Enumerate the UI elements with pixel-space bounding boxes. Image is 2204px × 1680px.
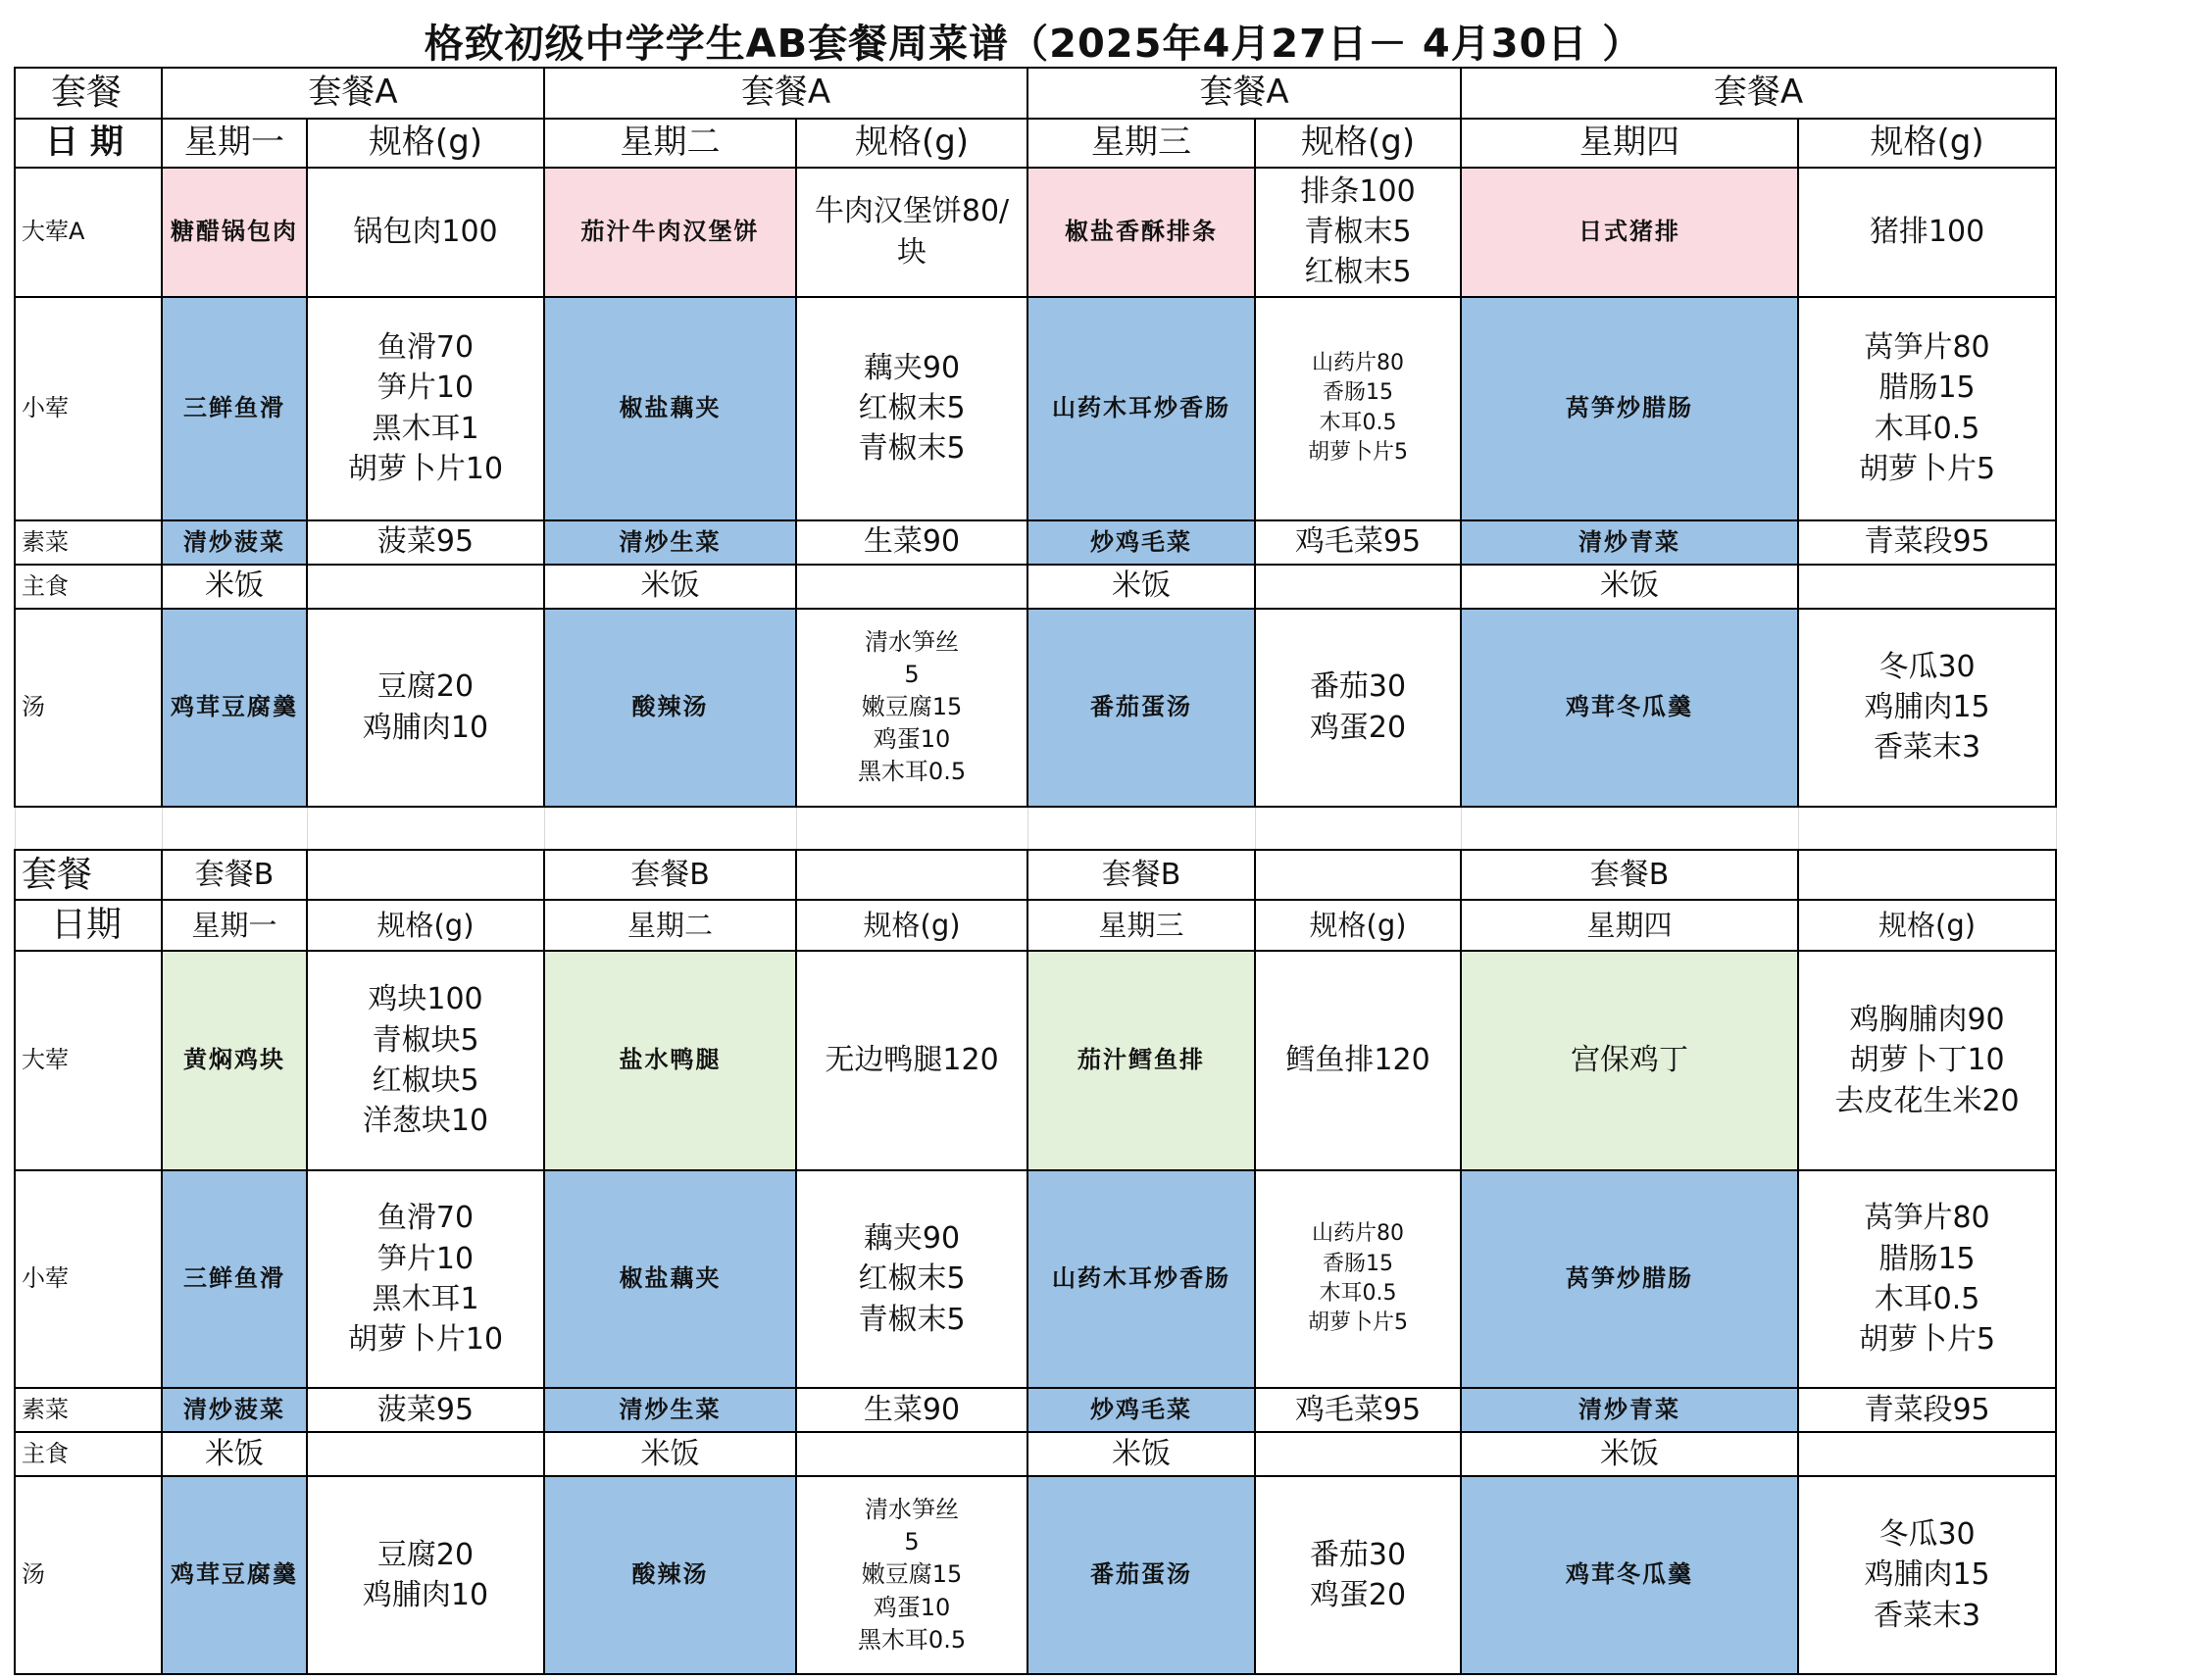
block-a-day-row <box>15 119 2056 168</box>
spec-cell <box>1255 297 1461 520</box>
row-label: 小荤 <box>15 297 162 520</box>
block_b-row-3 <box>15 1388 2056 1432</box>
spec-line: 胡萝卜片10 <box>347 452 504 487</box>
block-b-package-row <box>15 850 2056 901</box>
spec-line: 嫩豆腐15 <box>861 1560 963 1589</box>
row-label: 小荤 <box>15 1170 162 1388</box>
dish-cell: 宫保鸡丁 <box>1461 951 1798 1170</box>
spec-line: 木耳0.5 <box>1874 411 1980 446</box>
spacer-cell <box>1255 807 1461 850</box>
spec-line: 青椒末5 <box>858 431 966 467</box>
row-label: 汤 <box>15 1476 162 1674</box>
dish-cell: 莴笋炒腊肠 <box>1461 297 1798 520</box>
spec-cell <box>1798 565 2056 609</box>
spec-line: 青椒块5 <box>372 1022 479 1058</box>
spec-line: 鸡蛋20 <box>1309 1578 1407 1613</box>
row-label: 素菜 <box>15 520 162 565</box>
spec-header-b-1: 规格(g) <box>307 900 544 951</box>
dish-cell: 米饭 <box>1461 565 1798 609</box>
spec-line: 排条100 <box>1300 173 1416 209</box>
package-b-header-1: 套餐B <box>162 850 307 901</box>
spec-header-b-3: 规格(g) <box>1255 900 1461 951</box>
dish-cell: 黄焖鸡块 <box>162 951 307 1170</box>
spacer-cell <box>1461 807 1798 850</box>
spec-line: 生菜90 <box>863 524 961 560</box>
dish-cell: 清炒生菜 <box>544 1388 796 1432</box>
day-header-a-4: 星期四 <box>1461 119 1798 168</box>
block_a-row-3 <box>15 520 2056 565</box>
spec-line: 腊肠15 <box>1878 1241 1976 1276</box>
spec-line: 莴笋片80 <box>1864 1201 1990 1236</box>
spec-line: 鸡脯肉10 <box>362 1578 489 1613</box>
row-label: 素菜 <box>15 1388 162 1432</box>
spec-cell <box>307 1170 544 1388</box>
dish-cell: 鸡茸豆腐羹 <box>162 1476 307 1674</box>
spec-line: 无边鸭腿120 <box>825 1043 999 1078</box>
dish-cell: 三鲜鱼滑 <box>162 297 307 520</box>
spec-cell <box>307 520 544 565</box>
spec-line: 鸡毛菜95 <box>1294 1392 1422 1427</box>
dish-cell: 椒盐藕夹 <box>544 1170 796 1388</box>
spec-line: 山药片80 <box>1312 1221 1405 1247</box>
dish-cell: 炒鸡毛菜 <box>1027 520 1255 565</box>
spec-line: 冬瓜30 <box>1878 1516 1976 1552</box>
spacer-cell <box>1798 807 2056 850</box>
dish-cell: 莴笋炒腊肠 <box>1461 1170 1798 1388</box>
spec-cell <box>1255 520 1461 565</box>
spec-line: 红椒末5 <box>858 1261 966 1297</box>
spec-line: 豆腐20 <box>376 669 475 705</box>
spec-cell <box>796 951 1027 1170</box>
dish-cell: 米饭 <box>544 1432 796 1476</box>
spec-line: 嫩豆腐15 <box>861 693 963 721</box>
dish-cell: 日式猪排 <box>1461 168 1798 297</box>
spec-cell <box>796 1432 1027 1476</box>
dish-cell: 清炒菠菜 <box>162 1388 307 1432</box>
spec-cell <box>1798 297 2056 520</box>
spacer-cell <box>544 807 796 850</box>
dish-cell: 酸辣汤 <box>544 1476 796 1674</box>
spec-line: 青菜段95 <box>1864 524 1990 560</box>
block-a-package-row <box>15 68 2056 119</box>
spec-line: 清水笋丝 <box>865 627 960 656</box>
spec-cell <box>307 1388 544 1432</box>
spec-line: 鱼滑70 <box>376 1201 475 1236</box>
spec-line: 鱼滑70 <box>376 329 475 365</box>
package-a-header-3: 套餐A <box>1027 68 1461 119</box>
block-b-day-row <box>15 900 2056 951</box>
row-label: 大荤 <box>15 951 162 1170</box>
dish-cell: 米饭 <box>162 1432 307 1476</box>
spec-line: 5 <box>904 1528 920 1556</box>
block_a-row-4 <box>15 565 2056 609</box>
dish-cell: 米饭 <box>544 565 796 609</box>
spec-cell <box>1255 1476 1461 1674</box>
spec-line: 洋葱块10 <box>362 1104 489 1139</box>
spec-cell <box>307 951 544 1170</box>
spec-line: 红椒末5 <box>1304 255 1412 290</box>
day-header-b-2: 星期二 <box>544 900 796 951</box>
spec-line: 鸡块100 <box>368 982 483 1017</box>
spec-cell <box>307 609 544 807</box>
day-header-a-3: 星期三 <box>1027 119 1255 168</box>
block_b-row-1 <box>15 951 2056 1170</box>
spec-cell <box>1255 1388 1461 1432</box>
dish-cell: 山药木耳炒香肠 <box>1027 1170 1255 1388</box>
dish-cell: 糖醋锅包肉 <box>162 168 307 297</box>
package-b-empty <box>307 850 544 901</box>
spec-cell <box>1255 1170 1461 1388</box>
spec-cell <box>1255 1432 1461 1476</box>
page-title: 格致初级中学学生AB套餐周菜谱（2025年4月27日－ 4月30日 ） <box>424 21 1643 67</box>
spec-line: 红椒末5 <box>858 390 966 425</box>
spec-cell <box>1798 1432 2056 1476</box>
block_b-row-4 <box>15 1432 2056 1476</box>
spec-line: 胡萝卜片10 <box>347 1322 504 1358</box>
spec-line: 鸡蛋20 <box>1309 710 1407 745</box>
row-label: 汤 <box>15 609 162 807</box>
spec-line: 木耳0.5 <box>1319 410 1397 435</box>
block_a-row-2 <box>15 297 2056 520</box>
spec-line: 黑木耳1 <box>372 411 479 446</box>
package-b-empty <box>1798 850 2056 901</box>
spacer-cell <box>162 807 307 850</box>
day-header-b-4: 星期四 <box>1461 900 1798 951</box>
spec-line: 番茄30 <box>1309 669 1407 705</box>
dish-cell: 炒鸡毛菜 <box>1027 1388 1255 1432</box>
spec-line: 去皮花生米20 <box>1834 1083 2020 1118</box>
spec-line: 牛肉汉堡饼80/块 <box>814 194 1010 270</box>
spacer-cell <box>796 807 1027 850</box>
spec-header-a-1: 规格(g) <box>307 119 544 168</box>
spec-cell <box>1798 951 2056 1170</box>
block_a-row-5 <box>15 609 2056 807</box>
dish-cell: 茄汁牛肉汉堡饼 <box>544 168 796 297</box>
spec-header-a-3: 规格(g) <box>1255 119 1461 168</box>
spec-line: 胡萝卜片5 <box>1308 440 1409 466</box>
spec-line: 黑木耳0.5 <box>857 1625 967 1654</box>
dish-cell: 茄汁鳕鱼排 <box>1027 951 1255 1170</box>
row-label: 大荤A <box>15 168 162 297</box>
spec-cell <box>1798 1170 2056 1388</box>
package-b-header-4: 套餐B <box>1461 850 1798 901</box>
spec-line: 香肠15 <box>1323 380 1394 406</box>
dish-cell: 鸡茸冬瓜羹 <box>1461 609 1798 807</box>
spec-header-b-2: 规格(g) <box>796 900 1027 951</box>
package-label-b: 套餐 <box>15 850 162 901</box>
spec-cell <box>796 609 1027 807</box>
dish-cell: 清炒菠菜 <box>162 520 307 565</box>
spec-cell <box>307 168 544 297</box>
spec-line: 菠菜95 <box>376 1392 475 1427</box>
dish-cell: 椒盐香酥排条 <box>1027 168 1255 297</box>
date-label: 日 期 <box>15 119 162 168</box>
spec-cell <box>796 168 1027 297</box>
spec-line: 胡萝卜丁10 <box>1849 1043 2005 1078</box>
dish-cell: 米饭 <box>1461 1432 1798 1476</box>
spec-line: 鸡胸脯肉90 <box>1849 1002 2005 1037</box>
spec-cell <box>1255 951 1461 1170</box>
spec-line: 黑木耳1 <box>372 1282 479 1317</box>
spec-cell <box>1798 168 2056 297</box>
block_a-row-1 <box>15 168 2056 297</box>
spec-line: 锅包肉100 <box>353 214 498 249</box>
spec-line: 黑木耳0.5 <box>857 758 967 786</box>
spec-cell <box>1255 609 1461 807</box>
spec-cell <box>1798 1388 2056 1432</box>
spec-header-b-4: 规格(g) <box>1798 900 2056 951</box>
spec-line: 胡萝卜片5 <box>1859 452 1996 487</box>
package-b-empty <box>796 850 1027 901</box>
dish-cell: 米饭 <box>1027 565 1255 609</box>
spec-line: 香菜末3 <box>1874 730 1981 766</box>
spec-line: 香肠15 <box>1323 1251 1394 1276</box>
spec-cell <box>796 1170 1027 1388</box>
spec-line: 菠菜95 <box>376 524 475 560</box>
spec-line: 鸡脯肉15 <box>1864 689 1990 724</box>
spec-cell <box>307 1432 544 1476</box>
spec-header-a-2: 规格(g) <box>796 119 1027 168</box>
spec-header-a-4: 规格(g) <box>1798 119 2056 168</box>
spec-line: 鸡脯肉10 <box>362 710 489 745</box>
package-a-header-4: 套餐A <box>1461 68 2056 119</box>
dish-cell: 米饭 <box>162 565 307 609</box>
spacer-cell <box>1027 807 1255 850</box>
package-b-header-2: 套餐B <box>544 850 796 901</box>
spec-line: 笋片10 <box>376 371 475 406</box>
dish-cell: 鸡茸冬瓜羹 <box>1461 1476 1798 1674</box>
dish-cell: 米饭 <box>1027 1432 1255 1476</box>
block_b-row-2 <box>15 1170 2056 1388</box>
spec-line: 青椒末5 <box>1304 214 1412 249</box>
dish-cell: 鸡茸豆腐羹 <box>162 609 307 807</box>
spec-cell <box>796 297 1027 520</box>
day-header-a-1: 星期一 <box>162 119 307 168</box>
spec-line: 鸡蛋10 <box>873 1593 951 1621</box>
spec-line: 生菜90 <box>863 1392 961 1427</box>
package-label: 套餐 <box>15 68 162 119</box>
spec-line: 青菜段95 <box>1864 1392 1990 1427</box>
dish-cell: 椒盐藕夹 <box>544 297 796 520</box>
spec-line: 山药片80 <box>1312 350 1405 375</box>
date-label-b: 日期 <box>15 900 162 951</box>
dish-cell: 清炒青菜 <box>1461 520 1798 565</box>
package-a-header-1: 套餐A <box>162 68 544 119</box>
spec-line: 鳕鱼排120 <box>1285 1043 1430 1078</box>
spec-line: 腊肠15 <box>1878 371 1976 406</box>
day-header-b-1: 星期一 <box>162 900 307 951</box>
spec-line: 香菜末3 <box>1874 1598 1981 1633</box>
dish-cell: 三鲜鱼滑 <box>162 1170 307 1388</box>
package-b-empty <box>1255 850 1461 901</box>
dish-cell: 清炒生菜 <box>544 520 796 565</box>
spec-line: 青椒末5 <box>858 1302 966 1337</box>
spacer-cell <box>307 807 544 850</box>
spec-line: 胡萝卜片5 <box>1859 1322 1996 1358</box>
dish-cell: 番茄蛋汤 <box>1027 1476 1255 1674</box>
spec-line: 藕夹90 <box>863 350 961 385</box>
spec-line: 豆腐20 <box>376 1537 475 1572</box>
spec-line: 清水笋丝 <box>865 1496 960 1524</box>
dish-cell: 盐水鸭腿 <box>544 951 796 1170</box>
spec-line: 红椒块5 <box>372 1063 479 1099</box>
spacer-row <box>15 807 2056 850</box>
spec-line: 胡萝卜片5 <box>1308 1310 1409 1336</box>
spec-cell <box>307 1476 544 1674</box>
spec-line: 5 <box>904 661 920 688</box>
spec-line: 鸡蛋10 <box>873 725 951 754</box>
dish-cell: 酸辣汤 <box>544 609 796 807</box>
spec-cell <box>796 565 1027 609</box>
spec-line: 鸡脯肉15 <box>1864 1557 1990 1593</box>
row-label: 主食 <box>15 1432 162 1476</box>
spec-cell <box>1798 520 2056 565</box>
row-label: 主食 <box>15 565 162 609</box>
spacer-cell <box>15 807 162 850</box>
spec-cell <box>796 1476 1027 1674</box>
spec-line: 木耳0.5 <box>1319 1281 1397 1307</box>
spec-cell <box>307 297 544 520</box>
spec-line: 木耳0.5 <box>1874 1282 1980 1317</box>
dish-cell: 番茄蛋汤 <box>1027 609 1255 807</box>
spec-line: 莴笋片80 <box>1864 329 1990 365</box>
spec-cell <box>307 565 544 609</box>
package-a-header-2: 套餐A <box>544 68 1027 119</box>
dish-cell: 山药木耳炒香肠 <box>1027 297 1255 520</box>
package-b-header-3: 套餐B <box>1027 850 1255 901</box>
spec-line: 藕夹90 <box>863 1220 961 1256</box>
block_b-row-5 <box>15 1476 2056 1674</box>
spec-line: 笋片10 <box>376 1241 475 1276</box>
spec-line: 冬瓜30 <box>1878 649 1976 684</box>
spec-line: 鸡毛菜95 <box>1294 524 1422 560</box>
spec-line: 猪排100 <box>1869 214 1985 249</box>
day-header-a-2: 星期二 <box>544 119 796 168</box>
spec-cell <box>1798 1476 2056 1674</box>
dish-cell: 清炒青菜 <box>1461 1388 1798 1432</box>
day-header-b-3: 星期三 <box>1027 900 1255 951</box>
spec-cell <box>796 1388 1027 1432</box>
spec-line: 番茄30 <box>1309 1537 1407 1572</box>
menu-table <box>14 67 2057 1675</box>
spec-cell <box>796 520 1027 565</box>
spec-cell <box>1255 565 1461 609</box>
spec-cell <box>1255 168 1461 297</box>
spec-cell <box>1798 609 2056 807</box>
